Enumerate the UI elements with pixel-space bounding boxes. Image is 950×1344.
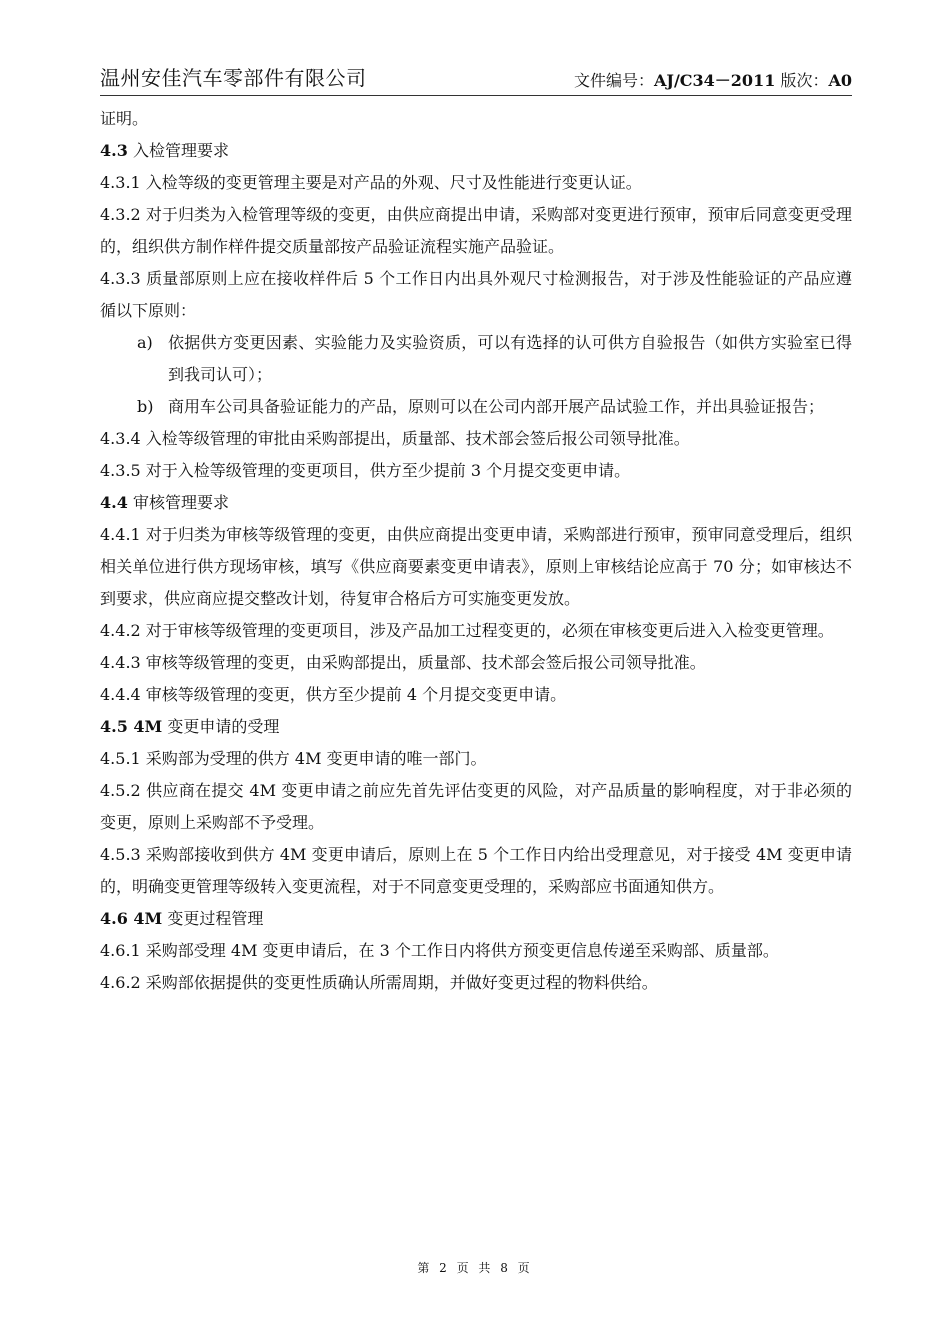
doc-number-label: 文件编号： [573, 71, 654, 90]
list-marker: b) [137, 397, 154, 416]
paragraph-continuation: 证明。 [100, 109, 149, 128]
clause-4-4-2: 4.4.2 对于审核等级管理的变更项目，涉及产品加工过程变更的，必须在审核变更后进入入检变更管理。 [100, 621, 834, 640]
document-info [574, 68, 852, 91]
clause-4-3-3: 4.3.3 质量部原则上应在接收样件后 5 个工作日内出具外观尺寸检测报告，对于涉及性能验证的产品应遵循以下原则： [100, 269, 852, 320]
clause-4-5-1: 4.5.1 采购部为受理的供方 4M 变更申请的唯一部门。 [100, 749, 487, 768]
list-marker: a) [137, 333, 153, 352]
clause-4-3-4: 4.3.4 入检等级管理的审批由采购部提出，质量部、技术部会签后报公司领导批准。 [100, 429, 690, 448]
section-title: 变更申请的受理 [167, 717, 280, 736]
page-header [100, 62, 852, 96]
section-title: 变更过程管理 [167, 909, 264, 928]
clause-4-3-2: 4.3.2 对于归类为入检管理等级的变更，由供应商提出申请，采购部对变更进行预审，预审后同意变更受理的，组织供方制作样件提交质量部按产品验证流程实施产品验证。 [100, 205, 852, 256]
list-item-text: 依据供方变更因素、实验能力及实验资质，可以有选择的认可供方自验报告（如供方实验室已得到我司认可）； [168, 333, 852, 384]
clause-4-6-1: 4.6.1 采购部受理 4M 变更申请后，在 3 个工作日内将供方预变更信息传递至采购部、质量部。 [100, 941, 779, 960]
list-item-b [100, 391, 852, 423]
clause-4-4-4: 4.4.4 审核等级管理的变更，供方至少提前 4 个月提交变更申请。 [100, 685, 567, 704]
section-title: 审核管理要求 [132, 493, 229, 512]
section-heading-4-6 [100, 903, 852, 935]
clause-4-3-5: 4.3.5 对于入检等级管理的变更项目，供方至少提前 3 个月提交变更申请。 [100, 461, 631, 480]
version-value: A0 [828, 71, 852, 90]
section-heading-4-3 [100, 135, 852, 167]
section-title: 入检管理要求 [132, 141, 229, 160]
list-item-a [100, 327, 852, 391]
list-item-text: 商用车公司具备验证能力的产品，原则可以在公司内部开展产品试验工作，并出具验证报告； [168, 397, 825, 416]
section-number: 4.4 [100, 493, 128, 512]
page-number: 第 2 页 共 8 页 [417, 1261, 533, 1275]
clause-4-4-3: 4.4.3 审核等级管理的变更，由采购部提出，质量部、技术部会签后报公司领导批准。 [100, 653, 706, 672]
clause-4-5-2: 4.5.2 供应商在提交 4M 变更申请之前应先首先评估变更的风险，对产品质量的影响程度，对于非必须的变更，原则上采购部不予受理。 [100, 781, 852, 832]
clause-4-6-2: 4.6.2 采购部依据提供的变更性质确认所需周期，并做好变更过程的物料供给。 [100, 973, 658, 992]
document-body [100, 103, 852, 999]
clause-4-5-3: 4.5.3 采购部接收到供方 4M 变更申请后，原则上在 5 个工作日内给出受理意见，对于接受 4M 变更申请的，明确变更管理等级转入变更流程，对于不同意变更受理的，采购部应书面通知供方。 [100, 845, 852, 896]
section-number: 4.6 4M [100, 909, 163, 928]
clause-4-3-1: 4.3.1 入检等级的变更管理主要是对产品的外观、尺寸及性能进行变更认证。 [100, 173, 642, 192]
section-number: 4.3 [100, 141, 128, 160]
header-rule [100, 95, 852, 96]
section-number: 4.5 4M [100, 717, 163, 736]
section-heading-4-4 [100, 487, 852, 519]
clause-4-4-1: 4.4.1 对于归类为审核等级管理的变更，由供应商提出变更申请，采购部进行预审，预审同意受理后，组织相关单位进行供方现场审核，填写《供应商要素变更申请表》，原则上审核结论应高于 70 分；如审核达不到要求，供应商应提交整改计划，待复审合格后方可实施变更发放。 [100, 525, 852, 608]
version-label: 版次： [780, 71, 829, 90]
company-name: 温州安佳汽车零部件有限公司 [100, 66, 367, 90]
doc-number: AJ/C34－2011 [653, 71, 776, 90]
section-heading-4-5 [100, 711, 852, 743]
